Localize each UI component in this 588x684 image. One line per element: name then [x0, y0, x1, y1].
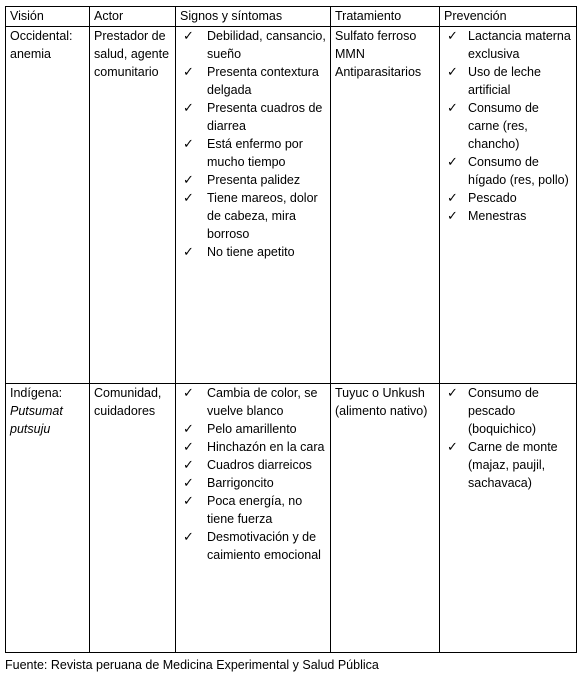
prevention-cell — [440, 27, 577, 384]
actor-cell: Comunidad, cuidadores — [90, 384, 176, 653]
checkmark-icon: ✓ — [447, 190, 458, 205]
treatment-item: MMN — [335, 47, 365, 61]
table-row-occidental — [6, 27, 577, 384]
list-item-text: Desmotivación y de caimiento emocional — [207, 530, 321, 562]
treatment-list — [335, 384, 435, 420]
treatment-item: Tuyuc o Unkush (alimento nativo) — [335, 386, 428, 418]
prevention-list — [444, 384, 572, 492]
checkmark-icon: ✓ — [447, 64, 458, 79]
list-item — [180, 27, 326, 63]
comparison-table — [5, 6, 577, 653]
list-item — [180, 492, 326, 528]
treatment-item: Antiparasitarios — [335, 65, 422, 79]
table-row-indigena — [6, 384, 577, 653]
signs-list — [180, 27, 326, 261]
checkmark-icon: ✓ — [447, 154, 458, 169]
list-item — [180, 243, 326, 261]
list-item-text: Consumo de hígado (res, pollo) — [468, 155, 569, 187]
checkmark-icon: ✓ — [447, 439, 458, 454]
list-item-text: Está enfermo por mucho tiempo — [207, 137, 303, 169]
list-item-text: Presenta palidez — [207, 173, 301, 187]
list-item-text: Consumo de carne (res, chancho) — [468, 101, 539, 151]
list-item-text: Barrigoncito — [207, 476, 274, 490]
list-item-text: Presenta contextura delgada — [207, 65, 319, 97]
header-treatment: Tratamiento — [331, 7, 440, 27]
checkmark-icon: ✓ — [183, 28, 194, 43]
treatment-cell — [331, 384, 440, 653]
list-item — [444, 207, 572, 225]
checkmark-icon: ✓ — [183, 457, 194, 472]
vision-cell — [6, 27, 90, 384]
header-vision: Visión — [6, 7, 90, 27]
checkmark-icon: ✓ — [447, 28, 458, 43]
actor-cell: Prestador de salud, agente comunitario — [90, 27, 176, 384]
checkmark-icon: ✓ — [183, 100, 194, 115]
list-item-text: Presenta cuadros de diarrea — [207, 101, 323, 133]
source-footnote: Fuente: Revista peruana de Medicina Experimental y Salud Pública — [5, 658, 379, 672]
treatment-item: Sulfato ferroso — [335, 29, 417, 43]
list-item — [444, 189, 572, 207]
checkmark-icon: ✓ — [447, 208, 458, 223]
checkmark-icon: ✓ — [183, 385, 194, 400]
checkmark-icon: ✓ — [183, 190, 194, 205]
header-actor: Actor — [90, 7, 176, 27]
signs-cell — [176, 384, 331, 653]
checkmark-icon: ✓ — [183, 475, 194, 490]
header-signs: Signos y síntomas — [176, 7, 331, 27]
list-item — [444, 63, 572, 99]
list-item — [180, 189, 326, 243]
list-item — [180, 528, 326, 564]
checkmark-icon: ✓ — [183, 529, 194, 544]
list-item — [444, 153, 572, 189]
list-item — [444, 27, 572, 63]
list-item-text: Tiene mareos, dolor de cabeza, mira borroso — [207, 191, 318, 241]
list-item — [180, 384, 326, 420]
signs-list — [180, 384, 326, 564]
vision-native-name: Putsumat putsuju — [10, 404, 63, 436]
checkmark-icon: ✓ — [183, 244, 194, 259]
list-item — [180, 99, 326, 135]
vision-cell — [6, 384, 90, 653]
treatment-cell — [331, 27, 440, 384]
list-item — [444, 384, 572, 438]
treatment-list — [335, 27, 435, 81]
list-item-text: Pelo amarillento — [207, 422, 297, 436]
checkmark-icon: ✓ — [183, 421, 194, 436]
checkmark-icon: ✓ — [183, 64, 194, 79]
checkmark-icon: ✓ — [447, 100, 458, 115]
signs-cell — [176, 27, 331, 384]
list-item — [180, 474, 326, 492]
vision-label: Occidental: anemia — [10, 29, 73, 61]
prevention-cell — [440, 384, 577, 653]
checkmark-icon: ✓ — [183, 493, 194, 508]
list-item-text: Debilidad, cansancio, sueño — [207, 29, 326, 61]
header-prevention: Prevención — [440, 7, 577, 27]
checkmark-icon: ✓ — [183, 172, 194, 187]
list-item — [180, 135, 326, 171]
list-item-text: Uso de leche artificial — [468, 65, 541, 97]
list-item-text: Consumo de pescado (boquichico) — [468, 386, 539, 436]
list-item-text: Carne de monte (majaz, paujil, sachavaca) — [468, 440, 558, 490]
checkmark-icon: ✓ — [183, 439, 194, 454]
list-item-text: Poca energía, no tiene fuerza — [207, 494, 303, 526]
list-item — [180, 438, 326, 456]
list-item — [444, 438, 572, 492]
vision-label: Indígena: — [10, 386, 63, 400]
list-item-text: Pescado — [468, 191, 517, 205]
list-item — [444, 99, 572, 153]
list-item-text: No tiene apetito — [207, 245, 295, 259]
header-row — [6, 7, 577, 27]
list-item-text: Lactancia materna exclusiva — [468, 29, 571, 61]
list-item-text: Cambia de color, se vuelve blanco — [207, 386, 318, 418]
list-item — [180, 456, 326, 474]
checkmark-icon: ✓ — [183, 136, 194, 151]
list-item — [180, 63, 326, 99]
prevention-list — [444, 27, 572, 225]
list-item-text: Cuadros diarreicos — [207, 458, 312, 472]
list-item-text: Hinchazón en la cara — [207, 440, 325, 454]
list-item-text: Menestras — [468, 209, 527, 223]
checkmark-icon: ✓ — [447, 385, 458, 400]
list-item — [180, 171, 326, 189]
list-item — [180, 420, 326, 438]
